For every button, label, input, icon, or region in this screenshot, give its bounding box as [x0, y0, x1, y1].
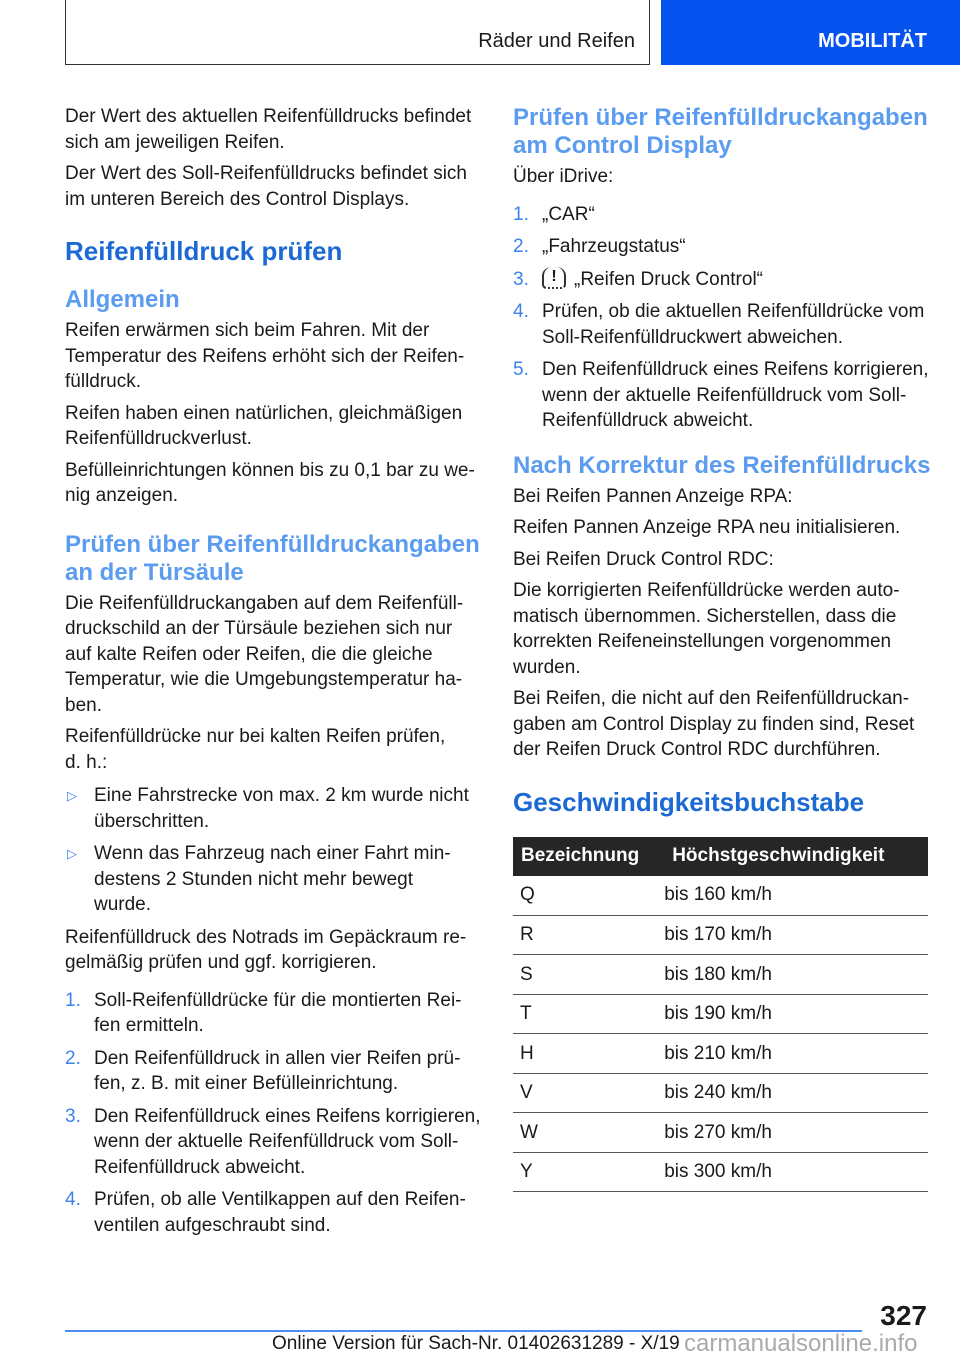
section-title: Räder und Reifen: [478, 30, 635, 52]
table-header-row: [513, 837, 928, 876]
page-number: 327: [880, 1300, 927, 1331]
tire-pressure-warning-icon: !: [542, 267, 566, 289]
list-text: Wenn das Fahrzeug nach einer Fahrt min- destens 2 Stunden nicht mehr bewegt wurde.: [94, 843, 451, 915]
paragraph: Bei Reifen Pannen Anzeige RPA:: [513, 485, 793, 507]
list-item: [65, 841, 483, 918]
list-item: [65, 1104, 483, 1181]
letter-cell: Y: [513, 1152, 664, 1192]
watermark: carmanualsonline.info: [684, 1330, 918, 1357]
table-row: [513, 1073, 928, 1113]
list-item: [513, 202, 931, 228]
paragraph: Reifen haben einen natürlichen, gleichmäßigen Reifenfülldruckverlust.: [65, 402, 463, 449]
letter-cell: V: [513, 1073, 664, 1113]
heading-control-display: Prüfen über Reifenfülldruckangaben am Control Display: [513, 104, 928, 159]
list-text: Prüfen, ob die aktuellen Reifenfülldrücke vom Soll-Reifenfülldruckwert abweichen.: [542, 301, 925, 348]
list-text: Den Reifenfülldruck in allen vier Reifen prü- fen, z. B. mit einer Befülleinrichtung.: [94, 1047, 461, 1094]
list-item: [513, 357, 931, 434]
chapter-tab[interactable]: [661, 0, 960, 65]
table-row: [513, 915, 928, 955]
speed-cell: bis 210 km/h: [664, 1034, 928, 1074]
speed-cell: bis 190 km/h: [664, 994, 928, 1034]
heading-tuersaeule: Prüfen über Reifenfülldruckangaben an der Türsäule: [65, 530, 480, 586]
paragraph: Reifen erwärmen sich beim Fahren. Mit der Temperatur des Reifens erhöht sich der Reifen- fülldruck.: [65, 320, 465, 392]
paragraph: Über iDrive:: [513, 166, 614, 187]
letter-cell: Q: [513, 876, 664, 916]
step-number: 4.: [513, 301, 529, 322]
heading-reifenfuelldruck-pruefen: Reifenfülldruck prüfen: [65, 236, 343, 266]
paragraph: Reifen Pannen Anzeige RPA neu initialisieren.: [513, 517, 901, 538]
step-number: 2.: [513, 236, 529, 257]
list-text: Soll-Reifenfülldrücke für die montierten Rei- fen ermitteln.: [94, 989, 462, 1036]
step-number: 1.: [65, 989, 81, 1011]
paragraph: Die korrigierten Reifenfülldrücke werden auto- matisch übernommen. Sicherstellen, dass die korrekten Reifeneinstellungen vorgenommen wurden.: [513, 580, 900, 678]
step-number: 2.: [65, 1047, 81, 1069]
letter-cell: S: [513, 955, 664, 995]
table-row: [513, 876, 928, 916]
paragraph: Reifenfülldruck des Notrads im Gepäckraum re- gelmäßig prüfen und ggf. korrigieren.: [65, 926, 467, 973]
triangle-bullet-icon: ▷: [67, 846, 77, 861]
paragraph: Die Reifenfülldruckangaben auf dem Reifenfüll- druckschild an der Türsäule beziehen sich nur auf kalte Reifen oder Reifen, die die gleiche Temperatur, wie die Umgebungstemperatur ha- ben.: [65, 592, 464, 716]
list-item: [513, 267, 931, 293]
paragraph: Bei Reifen, die nicht auf den Reifenfülldruckan- gaben am Control Display zu finden sind, Reset der Reifen Druck Control RDC durchführen.: [513, 688, 915, 760]
heading-nach-korrektur: Nach Korrektur des Reifenfülldrucks: [513, 451, 931, 479]
speed-cell: bis 180 km/h: [664, 955, 928, 995]
step-number: 5.: [513, 359, 529, 380]
step-number: 1.: [513, 203, 529, 225]
speed-cell: bis 160 km/h: [664, 876, 928, 916]
table-row: [513, 1152, 928, 1192]
table-row: [513, 1113, 928, 1153]
steps-list: [65, 988, 483, 1239]
left-column: [65, 104, 483, 1245]
speed-cell: bis 170 km/h: [664, 915, 928, 955]
list-text: Prüfen, ob alle Ventilkappen auf den Reifen- ventilen aufgeschraubt sind.: [94, 1189, 466, 1236]
letter-cell: R: [513, 915, 664, 955]
chapter-label: MOBILITÄT: [818, 30, 927, 52]
heading-geschwindigkeitsbuchstabe: Geschwindigkeitsbuchstabe: [513, 786, 865, 817]
column-header: Höchstgeschwindigkeit: [664, 837, 928, 876]
list-item: [65, 1046, 483, 1097]
list-text: „Fahrzeugstatus“: [542, 236, 686, 257]
paragraph: Befülleinrichtungen können bis zu 0,1 bar zu we- nig anzeigen.: [65, 459, 475, 506]
heading-allgemein: Allgemein: [65, 286, 180, 313]
speed-cell: bis 300 km/h: [664, 1152, 928, 1192]
list-text: „CAR“: [542, 203, 595, 225]
bullet-list: [65, 783, 483, 918]
list-text: Den Reifenfülldruck eines Reifens korrigieren, wenn der aktuelle Reifenfülldruck vom Soll- Reifenfülldruck abweicht.: [542, 359, 929, 431]
paragraph: Bei Reifen Druck Control RDC:: [513, 548, 774, 570]
speed-cell: bis 240 km/h: [664, 1073, 928, 1113]
paragraph: Der Wert des Soll-Reifenfülldrucks befindet sich im unteren Bereich des Control Displays.: [65, 163, 467, 210]
list-text: Eine Fahrstrecke von max. 2 km wurde nicht überschritten.: [94, 785, 469, 832]
list-item: [65, 1187, 483, 1238]
list-item: [65, 988, 483, 1039]
triangle-bullet-icon: ▷: [67, 788, 77, 803]
table-row: [513, 955, 928, 995]
letter-cell: W: [513, 1113, 664, 1153]
table-row: [513, 1034, 928, 1074]
list-item: [65, 783, 483, 834]
step-number: 3.: [513, 268, 529, 290]
footer-text: Online Version für Sach-Nr. 01402631289 - X/19: [272, 1333, 680, 1354]
paragraph: Der Wert des aktuellen Reifenfülldrucks befindet sich am jeweiligen Reifen.: [65, 106, 472, 153]
list-item: [513, 299, 931, 350]
list-item: [513, 234, 931, 260]
letter-cell: T: [513, 994, 664, 1034]
column-header: Bezeichnung: [513, 837, 664, 876]
speed-cell: bis 270 km/h: [664, 1113, 928, 1153]
letter-cell: H: [513, 1034, 664, 1074]
paragraph: Reifenfülldrücke nur bei kalten Reifen prüfen, d. h.:: [65, 726, 446, 773]
table-row: [513, 994, 928, 1034]
list-text: „Reifen Druck Control“: [574, 268, 763, 290]
step-number: 3.: [65, 1105, 81, 1127]
idrive-steps: [513, 202, 931, 434]
list-text: Den Reifenfülldruck eines Reifens korrigieren, wenn der aktuelle Reifenfülldruck vom Soll- Reifenfülldruck abweicht.: [94, 1105, 481, 1178]
speed-table: [513, 837, 928, 1193]
right-column: [513, 104, 931, 1192]
step-number: 4.: [65, 1189, 81, 1210]
